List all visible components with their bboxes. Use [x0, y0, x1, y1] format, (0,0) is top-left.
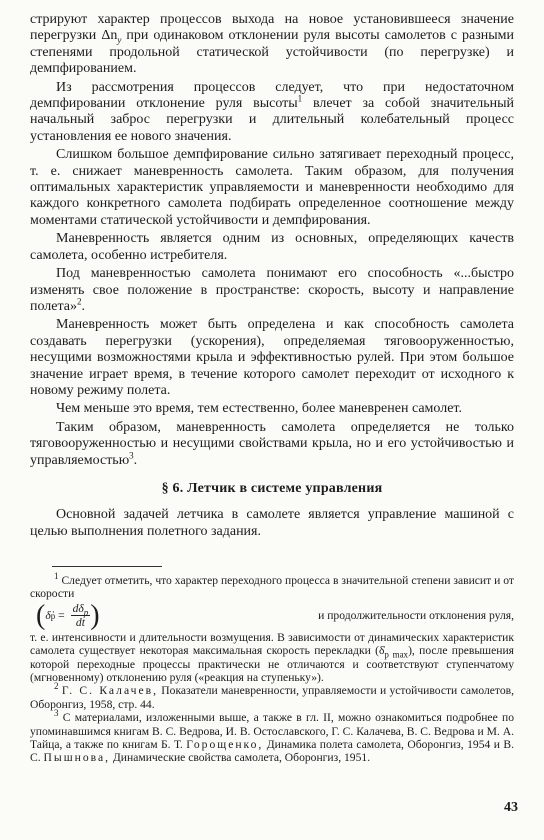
fraction: $\frac{d\delta_р}{dt}$	[72, 601, 89, 630]
footnotes	[30, 571, 514, 765]
section-heading: § 6. Летчик в системе управления	[161, 480, 383, 496]
footnote-1: $^1$ Следует отметить, что характер переходного процесса в значительной степени зависит и от скорости	[30, 571, 514, 601]
footnote-divider	[52, 566, 162, 567]
footnote-ref[interactable]: 2	[77, 296, 82, 307]
paragraph: Маневренность является одним из основных, определяющих качеств самолета, особенно истребителя.	[30, 231, 514, 263]
footnote-ref[interactable]: 3	[129, 449, 134, 460]
paragraph: Таким образом, маневренность самолета определяется не только тяговооруженностью и несущими свойствами крыла, но и его устойчивостью и управляемостью$^3$.	[30, 419, 514, 468]
paragraph: Слишком большое демпфирование сильно затягивает переходный процесс, т. е. снижает маневренность самолета. Таким образом, для получения оптимальных характеристик управляемости и маневренности необходимо для каждого конкретного самолета подбирать определенное соотношение между моментами статической устойчивости и демпфирования.	[30, 147, 514, 228]
page-number: 43	[504, 800, 518, 815]
paragraph: Маневренность может быть определена и как способность самолета создавать перегрузки (ускорения), определяемая тяговооруженностью, несущими возможностями крыла и эффективностью рулей. При этом большое значение играет время, в течение которого самолет переходит от исходного к новому режиму полета.	[30, 317, 514, 398]
paragraph: Из рассмотрения процессов следует, что при недостаточном демпфировании отклонение руля высоты$^1$ влечет за собой значительный начальный заброс перегрузки и длительный колебательный процесс установления ее нового значения.	[30, 79, 514, 144]
paragraph: Чем меньше это время, тем естественно, более маневренен самолет.	[56, 401, 462, 417]
paragraph: Под маневренностью самолета понимают его способность «...быстро изменять свое положение в пространстве: скорость, высоту и направление полета»$^2$.	[30, 266, 514, 314]
paragraph: стрируют характер процессов выхода на новое установившееся значение перегрузки $\Delta n_y$ при одинаковом отклонении руля высоты самолетов с разными степенями продольной статической устойчивости (по перегрузке) и демпфированием.	[30, 12, 514, 77]
footnote-2: $^2$ Г. С. Калачев, Показатели маневренности, управляемости и устойчивости самолетов, Оборонгиз, 1958, стр. 44.	[30, 681, 514, 711]
paragraph: Основной задачей летчика в самолете является управление машиной с целью выполнения полетного задания.	[30, 507, 514, 539]
main-text	[30, 12, 514, 542]
formula: ( δ̇ р = $\frac{d\delta_р}{dt}$ )	[36, 599, 100, 631]
footnote-3: $^3$ С материалами, изложенными выше, а также в гл. II, можно ознакомиться подробнее по упоминавшимся книгам В. С. Ведрова, И. В. Остославского, Г. С. Калачева, В. С. Ведрова и М. А. Тайца, а также по книгам Б. Т. Горощенко, Динамика полета самолета, Оборонгиз, 1954 и В. С. Пышнова, Динамические свойства самолета, Оборонгиз, 1951.	[30, 708, 514, 765]
footnote-1-continued: т. е. интенсивности и длительности возмущения. В зависимости от динамических характеристик самолета существует некоторая максимальная скорость перекладки $(\deltȧ_{р max})$, после превышения которой переходные процессы практически не отличаются и соответствуют ступенчатому (мгновенному) отклонению руля («реакция на ступеньку»).	[30, 630, 514, 685]
footnote-1-formula-line: ( δ̇ р = $\frac{d\delta_р}{dt}$ ) и продолжительности отклонения руля,	[36, 599, 514, 631]
footnote-ref[interactable]: 1	[297, 93, 303, 104]
